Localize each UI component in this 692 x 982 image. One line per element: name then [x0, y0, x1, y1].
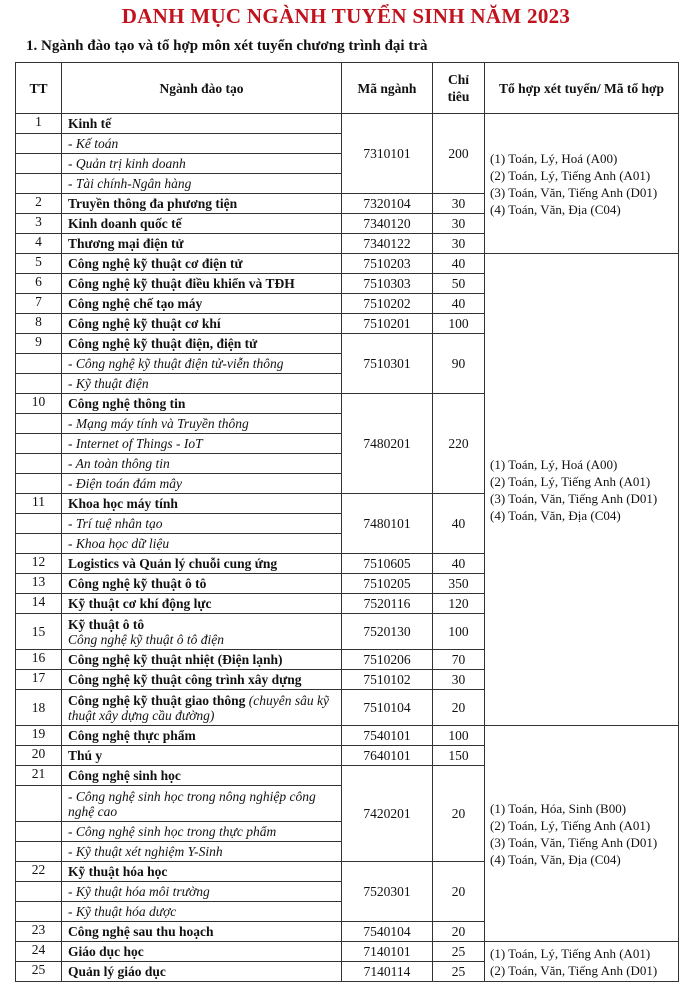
- program-quota: 40: [433, 294, 485, 314]
- program-name: [62, 214, 342, 234]
- program-title: Kinh doanh quốc tế: [68, 216, 182, 231]
- specialization-name: - Điện toán đám mây: [62, 474, 342, 494]
- program-quota: 200: [433, 114, 485, 194]
- subject-combination: (4) Toán, Văn, Địa (C04): [490, 507, 621, 523]
- program-title: Quản lý giáo dục: [68, 964, 166, 979]
- program-title: Thú y: [68, 748, 103, 763]
- specialization-name: - Kỹ thuật xét nghiệm Y-Sinh: [62, 842, 342, 862]
- row-number: 1: [16, 114, 62, 134]
- row-number-empty: [16, 882, 62, 902]
- program-code: 7340122: [342, 234, 433, 254]
- row-number: 18: [16, 690, 62, 726]
- program-quota: 30: [433, 214, 485, 234]
- program-quota: 25: [433, 942, 485, 962]
- program-quota: 50: [433, 274, 485, 294]
- program-code: 7510605: [342, 554, 433, 574]
- program-code: 7510301: [342, 334, 433, 394]
- program-title: Công nghệ kỹ thuật điều khiển và TĐH: [68, 276, 295, 291]
- program-name: [62, 942, 342, 962]
- row-number: 10: [16, 394, 62, 414]
- row-number-empty: [16, 842, 62, 862]
- row-number: 6: [16, 274, 62, 294]
- subject-combination: (2) Toán, Văn, Tiếng Anh (D01): [490, 962, 658, 978]
- subject-combination: (1) Toán, Lý, Hoá (A00): [490, 150, 618, 166]
- program-quota: 220: [433, 394, 485, 494]
- table-row: [16, 254, 679, 274]
- program-name: [62, 594, 342, 614]
- section-heading: 1. Ngành đào tạo và tổ hợp môn xét tuyển chương trình đại trà: [26, 38, 428, 54]
- program-note: (chuyên sâu kỹ thuật xây dựng cầu đường): [68, 692, 330, 723]
- program-quota: 70: [433, 650, 485, 670]
- program-name: [62, 194, 342, 214]
- program-title: Logistics và Quản lý chuỗi cung ứng: [68, 556, 278, 571]
- subject-combination: (1) Toán, Lý, Tiếng Anh (A01): [490, 945, 651, 961]
- program-title: Công nghệ kỹ thuật ô tô: [68, 576, 207, 591]
- subject-combination: (2) Toán, Lý, Tiếng Anh (A01): [490, 167, 651, 183]
- specialization-name: - An toàn thông tin: [62, 454, 342, 474]
- row-number: 22: [16, 862, 62, 882]
- specialization-name: - Kế toán: [62, 134, 342, 154]
- program-name: [62, 690, 342, 726]
- program-quota: 100: [433, 614, 485, 650]
- row-number: 17: [16, 670, 62, 690]
- row-number-empty: [16, 134, 62, 154]
- specialization-name: - Kỹ thuật hóa dược: [62, 902, 342, 922]
- subject-combination: (3) Toán, Văn, Tiếng Anh (D01): [490, 184, 658, 200]
- program-name: [62, 334, 342, 354]
- header-nganh: Ngành đào tạo: [62, 63, 342, 114]
- header-chi-tieu: Chỉ tiêu: [433, 63, 485, 114]
- specialization-name: - Công nghệ sinh học trong nông nghiệp công nghệ cao: [62, 786, 342, 822]
- program-code: 7520301: [342, 862, 433, 922]
- specialization-name: - Kỹ thuật điện: [62, 374, 342, 394]
- row-number: 16: [16, 650, 62, 670]
- program-quota: 30: [433, 234, 485, 254]
- table-row: [16, 726, 679, 746]
- subject-combination: (3) Toán, Văn, Tiếng Anh (D01): [490, 834, 658, 850]
- specialization-name: - Kỹ thuật hóa môi trường: [62, 882, 342, 902]
- program-quota: 350: [433, 574, 485, 594]
- row-number-empty: [16, 414, 62, 434]
- specialization-name: - Khoa học dữ liệu: [62, 534, 342, 554]
- table-row: [16, 942, 679, 962]
- program-quota: 30: [433, 670, 485, 690]
- program-title: Công nghệ chế tạo máy: [68, 296, 203, 311]
- program-code: 7510203: [342, 254, 433, 274]
- program-quota: 40: [433, 254, 485, 274]
- row-number-empty: [16, 374, 62, 394]
- header-to-hop: Tổ hợp xét tuyển/ Mã tổ hợp: [485, 63, 679, 114]
- row-number-empty: [16, 822, 62, 842]
- program-title: Công nghệ thực phẩm: [68, 728, 196, 743]
- program-quota: 90: [433, 334, 485, 394]
- table-body: [16, 114, 679, 982]
- program-name: [62, 922, 342, 942]
- subject-combination-cell: [485, 114, 679, 254]
- row-number: 12: [16, 554, 62, 574]
- program-name: [62, 114, 342, 134]
- subject-combination-cell: [485, 942, 679, 982]
- table-row: [16, 114, 679, 134]
- row-number: 8: [16, 314, 62, 334]
- program-name: [62, 650, 342, 670]
- row-number: 4: [16, 234, 62, 254]
- program-title: Kinh tế: [68, 116, 112, 131]
- program-title: Kỹ thuật ô tô: [68, 616, 145, 632]
- program-quota: 20: [433, 922, 485, 942]
- program-quota: 40: [433, 494, 485, 554]
- program-name: [62, 574, 342, 594]
- specialization-name: - Quản trị kinh doanh: [62, 154, 342, 174]
- row-number: 13: [16, 574, 62, 594]
- row-number: 25: [16, 962, 62, 982]
- subject-combination: (4) Toán, Văn, Địa (C04): [490, 201, 621, 217]
- specialization-name: - Công nghệ sinh học trong thực phẩm: [62, 822, 342, 842]
- row-number: 9: [16, 334, 62, 354]
- row-number: 14: [16, 594, 62, 614]
- program-code: 7140114: [342, 962, 433, 982]
- subject-combination: (2) Toán, Lý, Tiếng Anh (A01): [490, 817, 651, 833]
- row-number-empty: [16, 174, 62, 194]
- program-quota: 150: [433, 746, 485, 766]
- row-number-empty: [16, 354, 62, 374]
- program-quota: 30: [433, 194, 485, 214]
- row-number-empty: [16, 474, 62, 494]
- row-number: 21: [16, 766, 62, 786]
- row-number: 15: [16, 614, 62, 650]
- row-number: 11: [16, 494, 62, 514]
- specialization-name: - Công nghệ kỹ thuật điện tử-viễn thông: [62, 354, 342, 374]
- row-number: 20: [16, 746, 62, 766]
- subject-combination-cell: [485, 726, 679, 942]
- subject-combination: (1) Toán, Hóa, Sinh (B00): [490, 800, 627, 816]
- program-code: 7510102: [342, 670, 433, 690]
- program-name: [62, 294, 342, 314]
- program-title: Công nghệ sau thu hoạch: [68, 924, 214, 939]
- program-code: 7540104: [342, 922, 433, 942]
- row-number-empty: [16, 154, 62, 174]
- program-code: 7420201: [342, 766, 433, 862]
- program-quota: 25: [433, 962, 485, 982]
- program-name: [62, 766, 342, 786]
- program-title: Công nghệ kỹ thuật giao thông: [68, 692, 246, 708]
- program-code: 7510206: [342, 650, 433, 670]
- subject-combination-cell: [485, 254, 679, 726]
- specialization-name: - Tài chính-Ngân hàng: [62, 174, 342, 194]
- program-note: Công nghệ kỹ thuật ô tô điện: [68, 631, 224, 647]
- program-code: 7510104: [342, 690, 433, 726]
- program-name: [62, 234, 342, 254]
- program-name: [62, 254, 342, 274]
- table-header-row: [16, 63, 679, 114]
- row-number: 23: [16, 922, 62, 942]
- program-code: 7510303: [342, 274, 433, 294]
- program-name: [62, 726, 342, 746]
- row-number: 5: [16, 254, 62, 274]
- program-code: 7320104: [342, 194, 433, 214]
- program-code: 7140101: [342, 942, 433, 962]
- program-title: Công nghệ thông tin: [68, 396, 186, 411]
- header-tt: TT: [16, 63, 62, 114]
- program-name: [62, 862, 342, 882]
- program-quota: 20: [433, 862, 485, 922]
- row-number-empty: [16, 534, 62, 554]
- row-number: 7: [16, 294, 62, 314]
- row-number-empty: [16, 514, 62, 534]
- specialization-name: - Internet of Things - IoT: [62, 434, 342, 454]
- page-title: DANH MỤC NGÀNH TUYỂN SINH NĂM 2023: [121, 4, 571, 28]
- program-quota: 100: [433, 726, 485, 746]
- row-number: 3: [16, 214, 62, 234]
- program-code: 7480101: [342, 494, 433, 554]
- row-number: 24: [16, 942, 62, 962]
- program-title: Thương mại điện tử: [68, 236, 184, 251]
- program-code: 7480201: [342, 394, 433, 494]
- program-title: Truyền thông đa phương tiện: [68, 196, 238, 211]
- program-quota: 100: [433, 314, 485, 334]
- program-code: 7540101: [342, 726, 433, 746]
- program-code: 7510205: [342, 574, 433, 594]
- program-name: [62, 614, 342, 650]
- program-title: Công nghệ kỹ thuật công trình xây dựng: [68, 672, 302, 687]
- row-number: 2: [16, 194, 62, 214]
- program-title: Công nghệ kỹ thuật cơ điện tử: [68, 256, 243, 271]
- program-title: Công nghệ sinh học: [68, 768, 181, 783]
- program-code: 7310101: [342, 114, 433, 194]
- row-number-empty: [16, 902, 62, 922]
- admissions-table: [15, 62, 679, 982]
- program-title: Công nghệ kỹ thuật điện, điện tử: [68, 336, 258, 351]
- program-name: [62, 554, 342, 574]
- row-number-empty: [16, 786, 62, 822]
- subject-combination: (4) Toán, Văn, Địa (C04): [490, 851, 621, 867]
- program-code: 7340120: [342, 214, 433, 234]
- program-name: [62, 394, 342, 414]
- specialization-name: - Mạng máy tính và Truyền thông: [62, 414, 342, 434]
- row-number-empty: [16, 454, 62, 474]
- subject-combination: (2) Toán, Lý, Tiếng Anh (A01): [490, 473, 651, 489]
- subject-combination: (1) Toán, Lý, Hoá (A00): [490, 456, 618, 472]
- program-title: Kỹ thuật hóa học: [68, 864, 168, 879]
- program-code: 7510202: [342, 294, 433, 314]
- program-code: 7520116: [342, 594, 433, 614]
- program-name: [62, 314, 342, 334]
- header-ma-nganh: Mã ngành: [342, 63, 433, 114]
- specialization-name: - Trí tuệ nhân tạo: [62, 514, 342, 534]
- program-name: [62, 494, 342, 514]
- program-title: Khoa học máy tính: [68, 496, 178, 511]
- program-name: [62, 962, 342, 982]
- program-code: 7510201: [342, 314, 433, 334]
- program-name: [62, 274, 342, 294]
- program-title: Kỹ thuật cơ khí động lực: [68, 596, 212, 611]
- program-title: Công nghệ kỹ thuật cơ khí: [68, 316, 221, 331]
- program-title: Công nghệ kỹ thuật nhiệt (Điện lạnh): [68, 652, 283, 667]
- program-quota: 20: [433, 766, 485, 862]
- program-name: [62, 670, 342, 690]
- program-code: 7640101: [342, 746, 433, 766]
- program-name: [62, 746, 342, 766]
- program-quota: 120: [433, 594, 485, 614]
- subject-combination: (3) Toán, Văn, Tiếng Anh (D01): [490, 490, 658, 506]
- row-number-empty: [16, 434, 62, 454]
- program-title: Giáo dục học: [68, 944, 144, 959]
- program-quota: 20: [433, 690, 485, 726]
- row-number: 19: [16, 726, 62, 746]
- program-quota: 40: [433, 554, 485, 574]
- program-code: 7520130: [342, 614, 433, 650]
